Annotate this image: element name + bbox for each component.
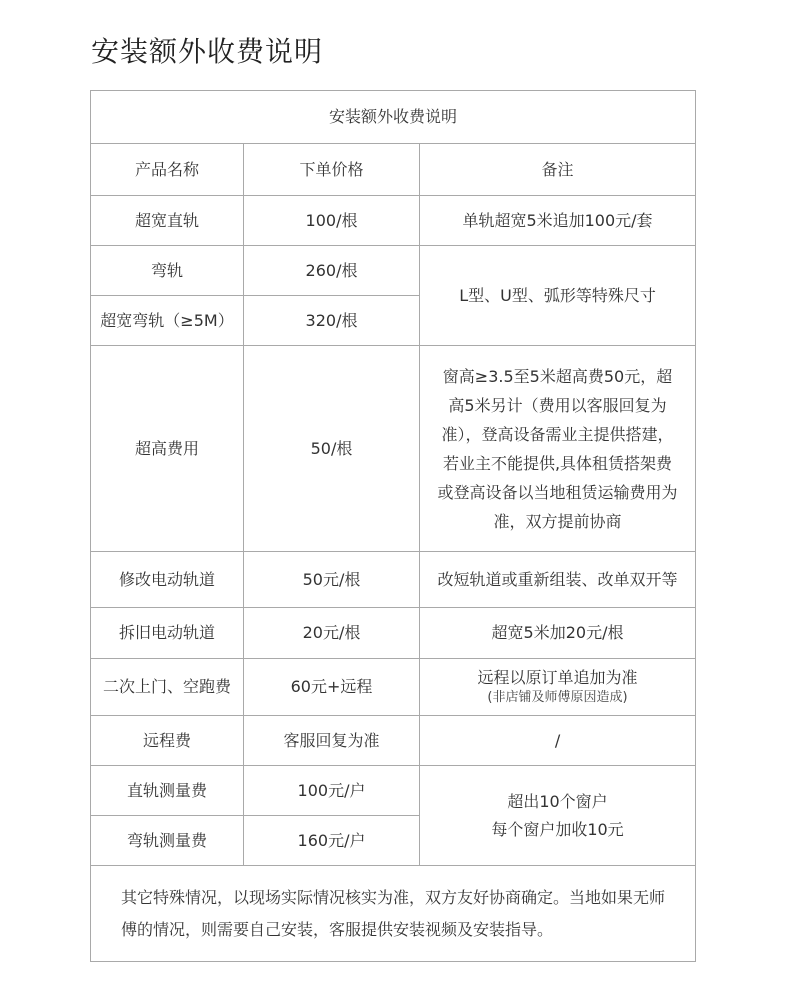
header-product-name: 产品名称 (91, 144, 244, 196)
table-row (91, 246, 696, 296)
table-row (91, 346, 696, 552)
cell-price: 60元+远程 (244, 659, 420, 716)
cell-price: 50元/根 (244, 552, 420, 608)
cell-note (420, 346, 696, 552)
cell-note: 改短轨道或重新组装、改单双开等 (420, 552, 696, 608)
cell-name: 弯轨测量费 (91, 816, 244, 866)
fee-table (90, 90, 696, 962)
table-footer-note: 其它特殊情况，以现场实际情况核实为准，双方友好协商确定。当地如果无师傅的情况，则需要自己安装，客服提供安装视频及安装指导。 (91, 866, 696, 962)
cell-name: 二次上门、空跑费 (91, 659, 244, 716)
cell-note-line1: 超出10个窗户 (507, 791, 608, 811)
table-row (91, 659, 696, 716)
cell-note (420, 659, 696, 716)
cell-name: 超高费用 (91, 346, 244, 552)
cell-note-main: 远程以原订单追加为准 (477, 668, 638, 687)
table-row (91, 552, 696, 608)
cell-note-line2: 每个窗户加收10元 (491, 819, 624, 839)
table-row (91, 608, 696, 659)
header-order-price: 下单价格 (244, 144, 420, 196)
cell-name: 超宽直轨 (91, 196, 244, 246)
cell-name: 修改电动轨道 (91, 552, 244, 608)
cell-price: 100/根 (244, 196, 420, 246)
cell-price: 20元/根 (244, 608, 420, 659)
cell-note-text: 窗高≥3.5至5米超高费50元，超高5米另计（费用以客服回复为准），登高设备需业主提供搭建，若业主不能提供,具体租赁搭架费或登高设备以当地租赁运输费用为准，双方提前协商 (437, 366, 678, 531)
cell-name: 直轨测量费 (91, 766, 244, 816)
cell-price: 客服回复为准 (244, 716, 420, 766)
table-row (91, 766, 696, 816)
table-row (91, 716, 696, 766)
cell-note: 单轨超宽5米追加100元/套 (420, 196, 696, 246)
cell-price: 100元/户 (244, 766, 420, 816)
cell-price: 50/根 (244, 346, 420, 552)
header-note: 备注 (420, 144, 696, 196)
table-header-row (91, 144, 696, 196)
cell-note (420, 766, 696, 866)
cell-name: 拆旧电动轨道 (91, 608, 244, 659)
table-row (91, 196, 696, 246)
cell-note: / (420, 716, 696, 766)
cell-note: L型、U型、弧形等特殊尺寸 (420, 246, 696, 346)
cell-name: 超宽弯轨（≥5M） (91, 296, 244, 346)
cell-price: 320/根 (244, 296, 420, 346)
cell-note-sub: (非店铺及师傅原因造成) (487, 690, 628, 705)
table-caption: 安装额外收费说明 (91, 91, 696, 144)
table-caption-row (91, 91, 696, 144)
cell-note: 超宽5米加20元/根 (420, 608, 696, 659)
cell-name: 弯轨 (91, 246, 244, 296)
page-title: 安装额外收费说明 (91, 35, 324, 68)
cell-name: 远程费 (91, 716, 244, 766)
table-footer-row (91, 866, 696, 962)
cell-price: 160元/户 (244, 816, 420, 866)
cell-price: 260/根 (244, 246, 420, 296)
